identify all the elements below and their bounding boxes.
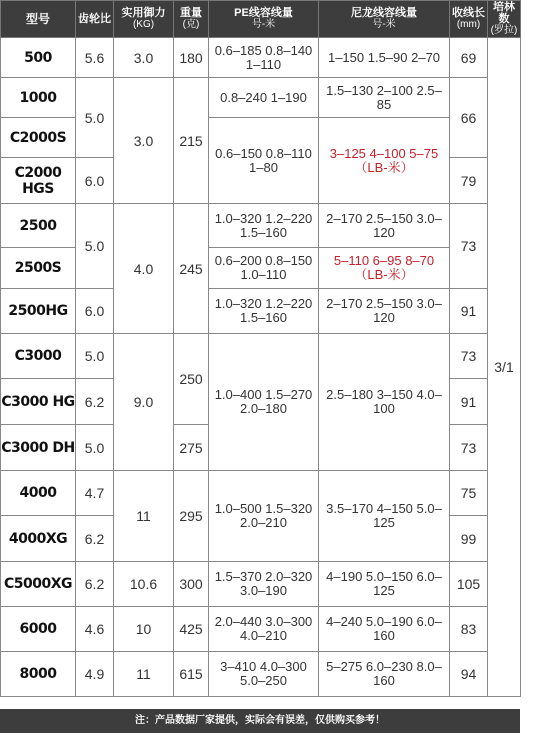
model-cell: 2500HG — [1, 289, 76, 334]
ratio-cell: 5.6 — [76, 38, 114, 78]
drag-cell: 10 — [114, 607, 174, 652]
header-retrieve-unit: (mm) — [456, 19, 481, 30]
model-cell: C2000 HGS — [1, 158, 76, 204]
model-cell: 4000XG — [1, 516, 76, 562]
table-row — [1, 652, 521, 697]
nylon-capacity-cell: 1–150 1.5–90 2–70 — [319, 38, 450, 78]
header-drag — [114, 1, 174, 38]
header-pe — [209, 1, 319, 38]
weight-cell: 245 — [174, 204, 209, 334]
retrieve-cell: 75 — [450, 471, 488, 516]
weight-cell: 295 — [174, 471, 209, 562]
drag-cell: 3.0 — [114, 78, 174, 204]
header-weight — [174, 1, 209, 38]
drag-cell: 9.0 — [114, 334, 174, 471]
nylon-capacity-cell: 2.5–180 3–150 4.0–100 — [319, 334, 450, 471]
header-drag-unit: (KG) — [132, 19, 155, 30]
header-pe-unit: 号-米 — [251, 19, 276, 30]
retrieve-cell: 73 — [450, 334, 488, 379]
table-row — [1, 607, 521, 652]
retrieve-cell: 105 — [450, 562, 488, 607]
header-retrieve — [450, 1, 488, 38]
ratio-cell: 6.0 — [76, 289, 114, 334]
bearings-cell: 3/1 — [488, 38, 521, 697]
nylon-capacity-cell: 3–125 4–100 5–75（LB-米） — [319, 118, 450, 204]
retrieve-cell: 99 — [450, 516, 488, 562]
pe-capacity-cell: 1.0–400 1.5–270 2.0–180 — [209, 334, 319, 471]
pe-capacity-cell: 1.0–320 1.2–220 1.5–160 — [209, 204, 319, 248]
nylon-capacity-cell: 3.5–170 4–150 5.0–125 — [319, 471, 450, 562]
header-ratio: 齿轮比 — [76, 1, 114, 38]
table-row — [1, 204, 521, 248]
pe-capacity-cell: 0.8–240 1–190 — [209, 78, 319, 118]
model-cell: C2000S — [1, 118, 76, 158]
model-cell: 6000 — [1, 607, 76, 652]
retrieve-cell: 79 — [450, 158, 488, 204]
model-cell: C5000XG — [1, 562, 76, 607]
header-bearings-unit: (罗拉) — [490, 25, 518, 36]
header-retrieve-label: 收线长 — [452, 7, 485, 19]
table-row — [1, 78, 521, 118]
table-row — [1, 334, 521, 379]
header-row — [1, 1, 521, 38]
header-weight-unit: (克) — [182, 19, 200, 30]
header-nylon-unit: 号-米 — [372, 19, 396, 30]
nylon-capacity-cell: 2–170 2.5–150 3.0–120 — [319, 204, 450, 248]
model-cell: C3000 DH — [1, 425, 76, 471]
ratio-cell: 6.2 — [76, 516, 114, 562]
weight-cell: 180 — [174, 38, 209, 78]
ratio-cell: 6.0 — [76, 158, 114, 204]
ratio-cell: 5.0 — [76, 425, 114, 471]
drag-cell: 4.0 — [114, 204, 174, 334]
pe-capacity-cell: 1.5–370 2.0–320 3.0–190 — [209, 562, 319, 607]
nylon-capacity-cell: 5–275 6.0–230 8.0–160 — [319, 652, 450, 697]
model-cell: 4000 — [1, 471, 76, 516]
table-row — [1, 38, 521, 78]
model-cell: 2500 — [1, 204, 76, 248]
nylon-capacity-cell: 5–110 6–95 8–70（LB-米） — [319, 248, 450, 289]
header-nylon — [319, 1, 450, 38]
header-model: 型号 — [1, 1, 76, 38]
table-row — [1, 471, 521, 516]
retrieve-cell: 91 — [450, 379, 488, 425]
header-drag-label: 实用御力 — [121, 7, 166, 19]
drag-cell: 3.0 — [114, 38, 174, 78]
retrieve-cell: 73 — [450, 204, 488, 289]
ratio-cell: 6.2 — [76, 379, 114, 425]
pe-capacity-cell: 0.6–150 0.8–110 1–80 — [209, 118, 319, 204]
retrieve-cell: 94 — [450, 652, 488, 697]
header-bearings-label: 培林数 — [493, 1, 515, 25]
table-row — [1, 289, 521, 334]
nylon-capacity-cell: 4–240 5.0–190 6.0–160 — [319, 607, 450, 652]
weight-cell: 215 — [174, 78, 209, 204]
weight-cell: 300 — [174, 562, 209, 607]
ratio-cell: 5.0 — [76, 78, 114, 158]
model-cell: 1000 — [1, 78, 76, 118]
pe-capacity-cell: 2.0–440 3.0–300 4.0–210 — [209, 607, 319, 652]
weight-cell: 250 — [174, 334, 209, 425]
drag-cell: 11 — [114, 652, 174, 697]
retrieve-cell: 83 — [450, 607, 488, 652]
header-nylon-label: 尼龙线容线量 — [351, 7, 417, 19]
table-row — [1, 562, 521, 607]
model-cell: 8000 — [1, 652, 76, 697]
drag-cell: 11 — [114, 471, 174, 562]
nylon-capacity-cell: 2–170 2.5–150 3.0–120 — [319, 289, 450, 334]
pe-capacity-cell: 0.6–200 0.8–150 1.0–110 — [209, 248, 319, 289]
nylon-capacity-cell: 1.5–130 2–100 2.5–85 — [319, 78, 450, 118]
header-bearings — [488, 1, 521, 38]
nylon-capacity-cell: 4–190 5.0–150 6.0–125 — [319, 562, 450, 607]
retrieve-cell: 66 — [450, 78, 488, 158]
header-weight-label: 重量 — [180, 7, 202, 19]
pe-capacity-cell: 1.0–500 1.5–320 2.0–210 — [209, 471, 319, 562]
ratio-cell: 4.6 — [76, 607, 114, 652]
retrieve-cell: 73 — [450, 425, 488, 471]
weight-cell: 275 — [174, 425, 209, 471]
retrieve-cell: 91 — [450, 289, 488, 334]
ratio-cell: 6.2 — [76, 562, 114, 607]
ratio-cell: 4.7 — [76, 471, 114, 516]
model-cell: 2500S — [1, 248, 76, 289]
ratio-cell: 4.9 — [76, 652, 114, 697]
pe-capacity-cell: 1.0–320 1.2–220 1.5–160 — [209, 289, 319, 334]
header-pe-label: PE线容线量 — [234, 7, 293, 19]
model-cell: C3000 HG — [1, 379, 76, 425]
retrieve-cell: 69 — [450, 38, 488, 78]
model-cell: 500 — [1, 38, 76, 78]
pe-capacity-cell: 3–410 4.0–300 5.0–250 — [209, 652, 319, 697]
pe-capacity-cell: 0.6–185 0.8–140 1–110 — [209, 38, 319, 78]
ratio-cell: 5.0 — [76, 334, 114, 379]
drag-cell: 10.6 — [114, 562, 174, 607]
model-cell: C3000 — [1, 334, 76, 379]
ratio-cell: 5.0 — [76, 204, 114, 289]
weight-cell: 425 — [174, 607, 209, 652]
weight-cell: 615 — [174, 652, 209, 697]
footer-note: 注：产品数据厂家提供，实际会有误差，仅供购买参考！ — [0, 709, 520, 733]
